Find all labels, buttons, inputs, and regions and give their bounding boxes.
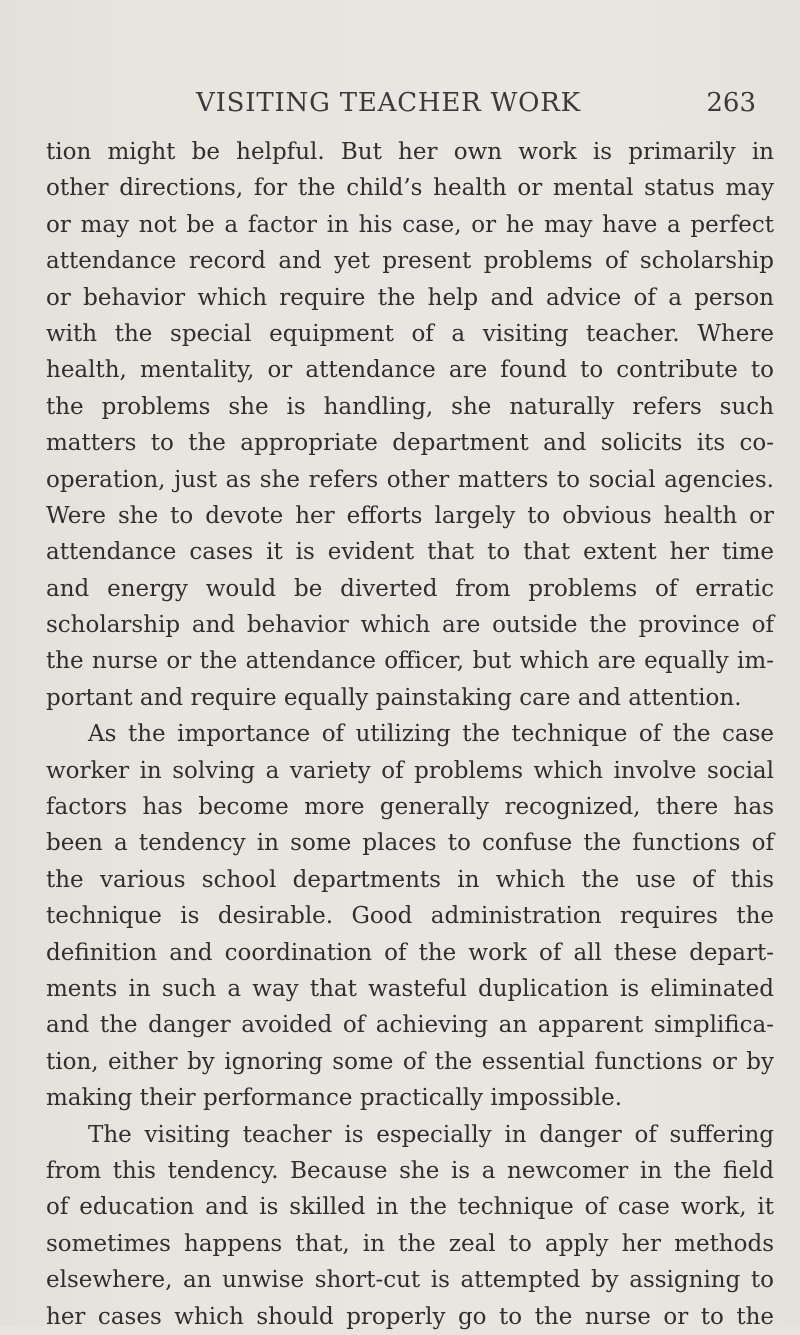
text-line: attendance record and yet present problems of scholarship <box>46 248 774 275</box>
text-line: health, mentality, or attendance are found to contribute to <box>46 357 774 384</box>
text-line: ments in such a way that wasteful duplication is eliminated <box>46 975 774 1002</box>
text-line: factors has become more generally recognized, there has <box>46 794 774 821</box>
text-line: sometimes happens that, in the zeal to apply her methods <box>46 1230 774 1257</box>
text-line: and energy would be diverted from problems of erratic <box>46 575 774 602</box>
text-line: attendance cases it is evident that to that extent her time <box>46 539 774 566</box>
page-header <box>196 88 756 128</box>
text-line: scholarship and behavior which are outside the province of <box>46 612 774 639</box>
text-line: been a tendency in some places to confuse the functions of <box>46 830 774 857</box>
body-text <box>46 134 774 1335</box>
running-head: VISITING TEACHER WORK <box>196 88 581 118</box>
page-number: 263 <box>706 88 756 118</box>
text-line: technique is desirable. Good administration requires the <box>46 903 774 930</box>
text-line: other directions, for the child’s health or mental status may <box>46 175 774 202</box>
text-line: operation, just as she refers other matters to social agencies. <box>46 466 774 493</box>
text-line: worker in solving a variety of problems which involve social <box>46 757 774 784</box>
text-line: definition and coordination of the work of all these depart- <box>46 939 774 966</box>
text-line: and the danger avoided of achieving an apparent simplifica- <box>46 1012 774 1039</box>
text-line: her cases which should properly go to the nurse or to the <box>46 1303 774 1330</box>
text-line: the various school departments in which the use of this <box>46 866 774 893</box>
text-line: from this tendency. Because she is a newcomer in the field <box>46 1157 774 1184</box>
text-line: The visiting teacher is especially in danger of suffering <box>88 1121 774 1148</box>
text-line: or may not be a factor in his case, or he may have a perfect <box>46 211 774 238</box>
text-line: or behavior which require the help and advice of a person <box>46 284 774 311</box>
text-line: Were she to devote her efforts largely to obvious health or <box>46 502 774 529</box>
text-line: the nurse or the attendance officer, but which are equally im- <box>46 648 774 675</box>
text-line: elsewhere, an unwise short-cut is attempted by assigning to <box>46 1267 774 1294</box>
text-line: tion, either by ignoring some of the essential functions or by <box>46 1048 774 1075</box>
text-line: of education and is skilled in the technique of case work, it <box>46 1194 774 1221</box>
text-line: the problems she is handling, she naturally refers such <box>46 393 774 420</box>
text-line: tion might be helpful. But her own work is primarily in <box>46 139 774 165</box>
text-line: matters to the appropriate department and solicits its co- <box>46 430 774 457</box>
text-line: making their performance practically impossible. <box>46 1085 623 1112</box>
text-line: with the special equipment of a visiting teacher. Where <box>46 320 774 347</box>
text-line: As the importance of utilizing the technique of the case <box>88 721 774 748</box>
text-line: portant and require equally painstaking care and attention. <box>46 684 742 711</box>
